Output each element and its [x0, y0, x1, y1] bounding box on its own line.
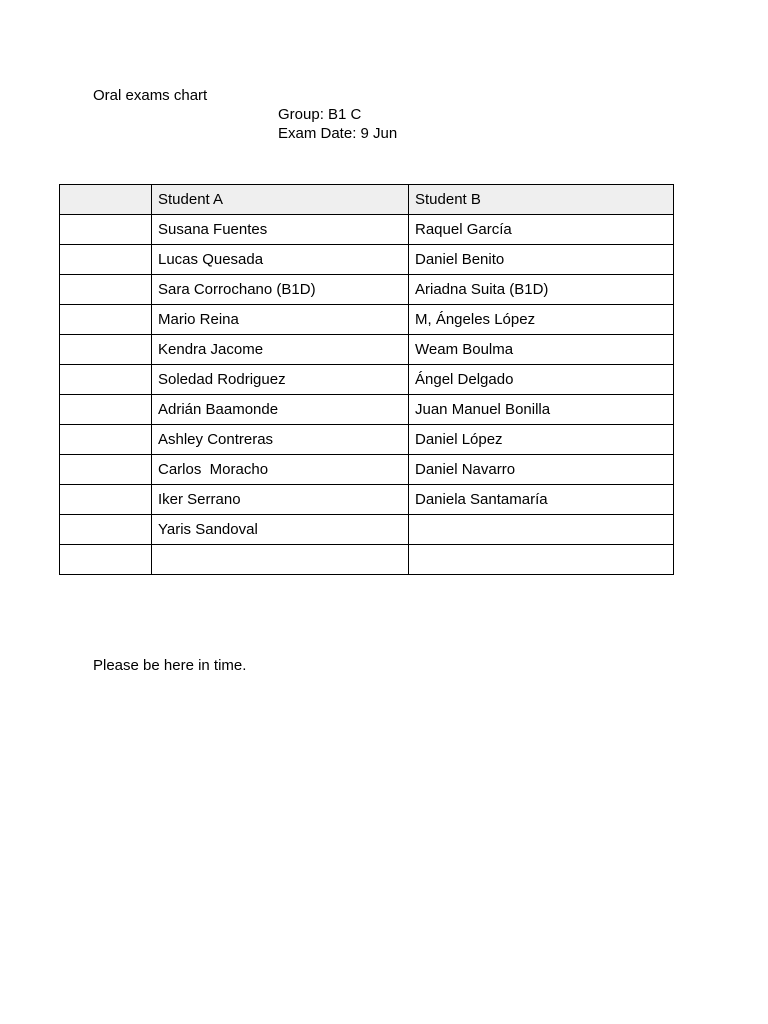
- student-a-cell: Yaris Sandoval: [152, 515, 409, 545]
- table-row: [60, 335, 674, 365]
- slot-cell: [60, 485, 152, 515]
- slot-cell: [60, 305, 152, 335]
- group-label: Group: B1 C: [278, 106, 362, 123]
- student-b-cell: Weam Boulma: [409, 335, 674, 365]
- student-a-cell: Lucas Quesada: [152, 245, 409, 275]
- table-row: [60, 275, 674, 305]
- table-row: [60, 215, 674, 245]
- table-row: [60, 245, 674, 275]
- student-a-cell: Sara Corrochano (B1D): [152, 275, 409, 305]
- student-a-cell: Soledad Rodriguez: [152, 365, 409, 395]
- student-b-cell: Daniela Santamaría: [409, 485, 674, 515]
- exam-date-label: Exam Date: 9 Jun: [278, 125, 398, 142]
- student-b-cell: M, Ángeles López: [409, 305, 674, 335]
- slot-cell: [60, 365, 152, 395]
- slot-cell: [60, 275, 152, 305]
- slot-cell: [60, 335, 152, 365]
- student-b-cell: Daniel Benito: [409, 245, 674, 275]
- student-a-cell: Iker Serrano: [152, 485, 409, 515]
- document-title: Oral exams chart: [93, 87, 208, 104]
- header-cell-student-a: Student A: [152, 185, 409, 215]
- table-row: [60, 305, 674, 335]
- table-row: [60, 395, 674, 425]
- table-row: [60, 455, 674, 485]
- slot-cell: [60, 515, 152, 545]
- header-cell-slot: [60, 185, 152, 215]
- slot-cell: [60, 215, 152, 245]
- table-row: [60, 365, 674, 395]
- table-row: [60, 515, 674, 545]
- table-row: [60, 425, 674, 455]
- table-row: [60, 545, 674, 575]
- student-a-cell: Kendra Jacome: [152, 335, 409, 365]
- header-cell-student-b: Student B: [409, 185, 674, 215]
- student-a-cell: Carlos Moracho: [152, 455, 409, 485]
- table-header-row: [60, 185, 674, 215]
- slot-cell: [60, 395, 152, 425]
- student-a-cell: Susana Fuentes: [152, 215, 409, 245]
- slot-cell: [60, 455, 152, 485]
- student-a-cell: Mario Reina: [152, 305, 409, 335]
- table-row: [60, 485, 674, 515]
- footer-note: Please be here in time.: [93, 657, 247, 674]
- slot-cell: [60, 545, 152, 575]
- student-b-cell: Ariadna Suita (B1D): [409, 275, 674, 305]
- student-a-cell: Ashley Contreras: [152, 425, 409, 455]
- slot-cell: [60, 425, 152, 455]
- student-b-cell: Daniel Navarro: [409, 455, 674, 485]
- exam-pairs-table: [59, 184, 674, 575]
- student-b-cell: Ángel Delgado: [409, 365, 674, 395]
- slot-cell: [60, 245, 152, 275]
- student-b-cell: Juan Manuel Bonilla: [409, 395, 674, 425]
- student-b-cell: Raquel García: [409, 215, 674, 245]
- student-a-cell: Adrián Baamonde: [152, 395, 409, 425]
- student-b-cell: [409, 545, 674, 575]
- student-a-cell: [152, 545, 409, 575]
- student-b-cell: Daniel López: [409, 425, 674, 455]
- student-b-cell: [409, 515, 674, 545]
